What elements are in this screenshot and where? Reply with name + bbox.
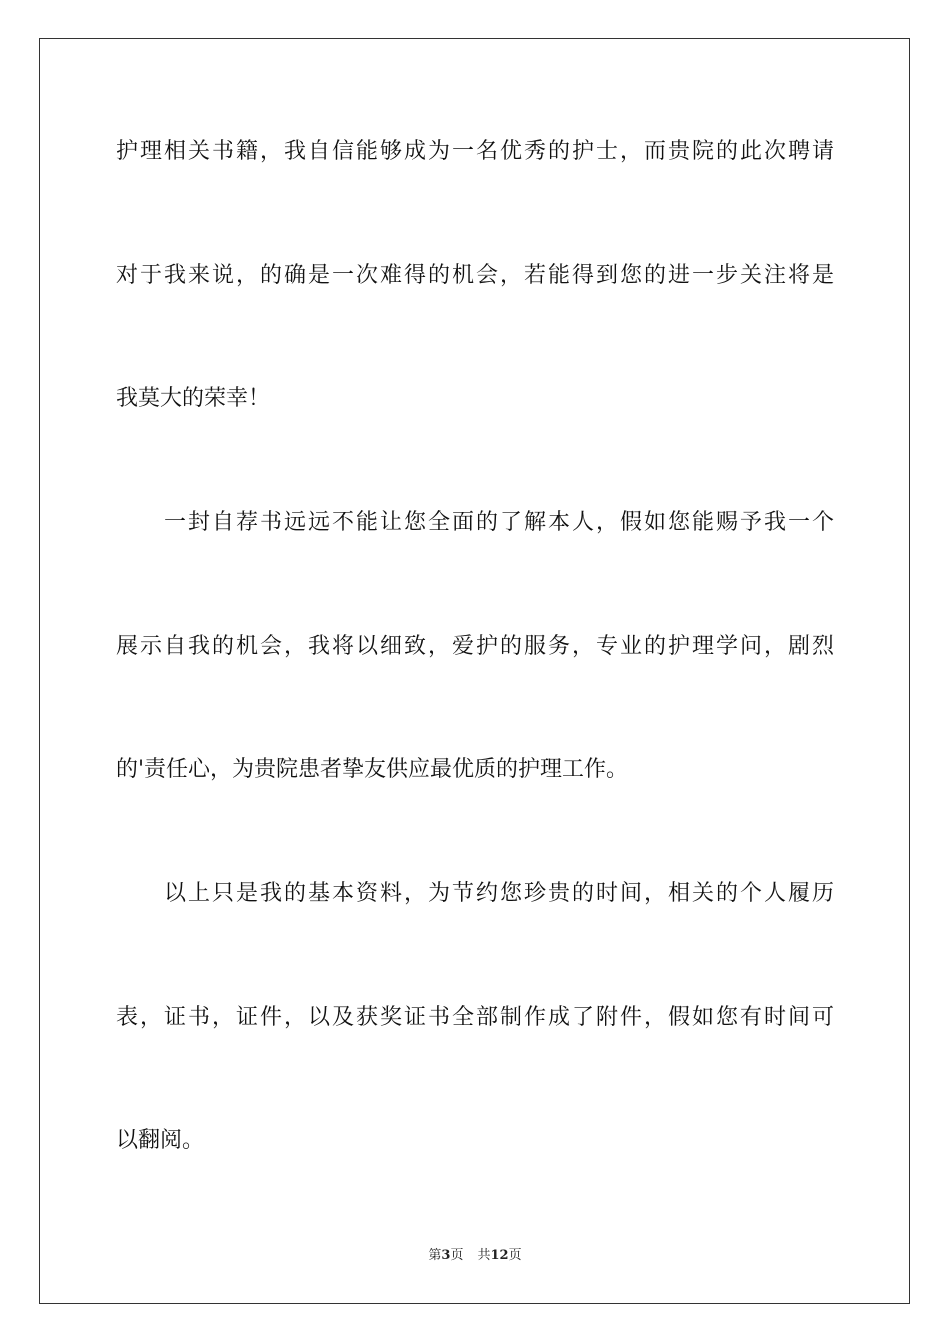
page-border [39, 38, 910, 1304]
body-text-line-9: 以翻阅。 [116, 1128, 205, 1153]
page-suffix: 页 [450, 1248, 464, 1263]
total-prefix: 共 [477, 1248, 491, 1263]
total-suffix: 页 [508, 1248, 522, 1263]
body-text-line-6: 的'责任心，为贵院患者挚友供应最优质的护理工作。 [116, 757, 629, 782]
body-text-line-3: 我莫大的荣幸！ [116, 386, 271, 411]
total-pages: 12 [490, 1248, 509, 1263]
body-text-line-7: 以上只是我的基本资料，为节约您珍贵的时间，相关的个人履历 [116, 881, 834, 906]
page-number: 3 [441, 1248, 451, 1263]
page-prefix: 第 [428, 1248, 442, 1263]
body-text-line-8: 表，证书，证件，以及获奖证书全部制作成了附件，假如您有时间可 [116, 1005, 834, 1030]
body-text-line-1: 护理相关书籍，我自信能够成为一名优秀的护士，而贵院的此次聘请 [116, 139, 834, 164]
body-text-line-4: 一封自荐书远远不能让您全面的了解本人，假如您能赐予我一个 [116, 510, 834, 535]
page-footer [0, 1247, 950, 1265]
body-text-line-2: 对于我来说，的确是一次难得的机会，若能得到您的进一步关注将是 [116, 263, 834, 288]
body-text-line-5: 展示自我的机会，我将以细致，爱护的服务，专业的护理学问，剧烈 [116, 634, 834, 659]
